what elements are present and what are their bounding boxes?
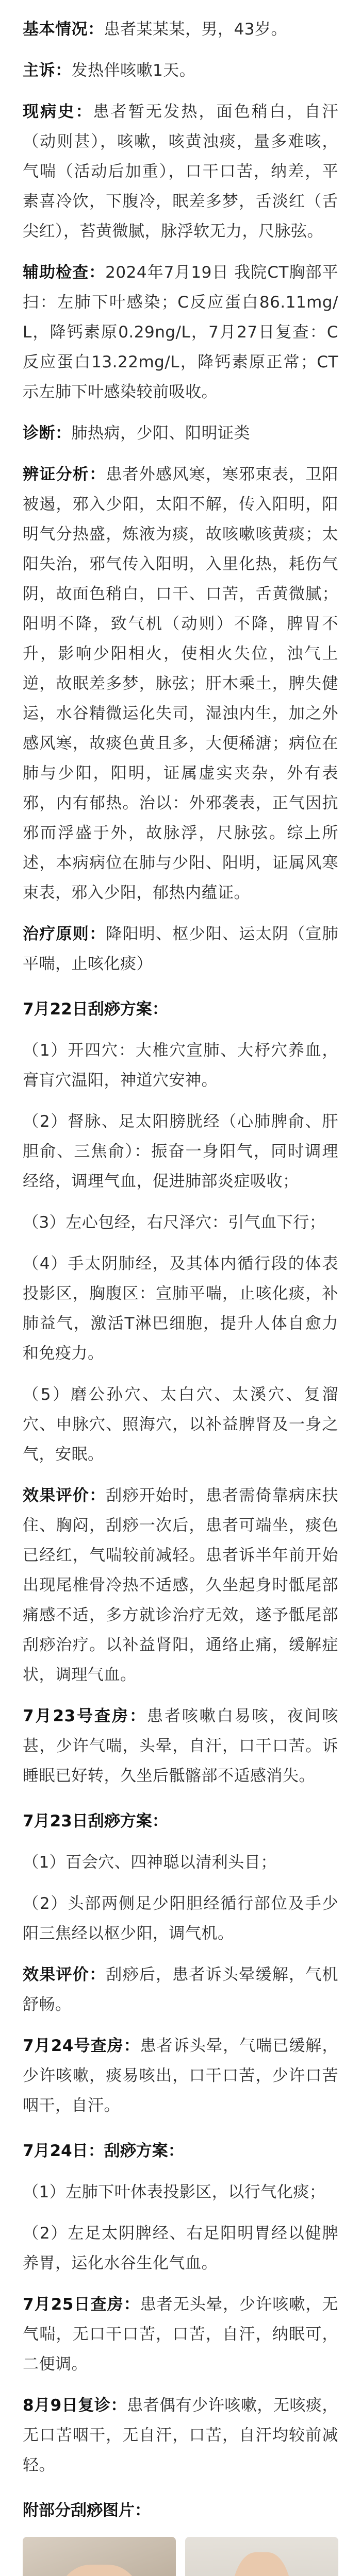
chief-complaint	[23, 56, 338, 86]
plan-723-item-1: （1）百会穴、四神聪以清利头目；	[23, 1853, 277, 1872]
chief-complaint-label: 主诉：	[23, 61, 72, 80]
review-724	[23, 2031, 338, 2121]
effect-text: 刮痧开始时，患者需倚靠病床扶住、胸闷，刮痧一次后，患者可端坐，痰色已经红，气喘较前减轻。患者诉半年前开始出现尾椎骨冷热不适感，久坐起身时骶尾部痛感不适，多方就诊治疗无效，遂予骶尾部刮痧治疗。以补益肾阳，通络止痛，缓解症状，调理气血。	[23, 1486, 338, 1684]
plan-724-item-2: （2）左足太阴脾经、右足阳明胃经以健脾养胃，运化水谷生化气血。	[23, 2224, 338, 2273]
present-history-label: 现病史：	[23, 103, 93, 121]
basic-info-text: 患者某某某，男，43岁。	[104, 20, 287, 39]
treatment-principle-label: 治疗原则：	[23, 925, 106, 943]
review-725	[23, 2290, 338, 2379]
visit-809-text: 患者偶有少许咳嗽，无咳痰，无口苦咽干，无自汗，口苦，自汗均较前减轻。	[23, 2396, 339, 2475]
review-725-text: 患者无头晕，少许咳嗽，无气喘，无口干口苦，口苦，自汗，纳眠可，二便调。	[23, 2295, 339, 2374]
plan-723-heading: 7月23日刮痧方案：	[23, 1812, 168, 1831]
plan-723-item-2: （2）头部两侧足少阳胆经循行部位及手少阳三焦经以枢少阳，调气机。	[23, 1894, 338, 1943]
auxiliary-exam-label: 辅助检查：	[23, 263, 106, 282]
plan-722-item-1: （1）开四穴：大椎穴宣肺、大杼穴养血，膏肓穴温阳，神道穴安神。	[23, 1041, 338, 1090]
syndrome-analysis-label: 辨证分析：	[23, 465, 106, 484]
basic-info	[23, 14, 338, 44]
review-723-text: 患者咳嗽白易咳，夜间咳甚，少许气喘，头晕，自汗，口干口苦。诉睡眠已好转，久坐后骶髂部不适感消失。	[23, 1707, 338, 1785]
plan-722-heading: 7月22日刮痧方案：	[23, 1000, 168, 1019]
plan-722-effect	[23, 1481, 338, 1690]
review-724-label: 7月24号查房：	[23, 2037, 140, 2055]
treatment-principle	[23, 919, 338, 979]
chief-complaint-text: 发热伴咳嗽1天。	[71, 61, 196, 80]
plan-722-item-4: （4）手太阴肺经，及其体内循行段的体表投影区，胸腹区：宣肺平喘，止咳化痰，补肺益气，激活T淋巴细胞，提升人体自愈力和免疫力。	[23, 1255, 338, 1363]
auxiliary-exam	[23, 258, 338, 407]
review-723	[23, 1701, 338, 1791]
effect-text: 刮痧后，患者诉头晕缓解，气机舒畅。	[23, 1965, 338, 2014]
basic-info-label: 基本情况：	[23, 20, 104, 39]
syndrome-analysis	[23, 460, 338, 908]
present-history-text: 患者暂无发热，面色稍白，自汗（动则甚），咳嗽，咳黄浊痰，量多难咳，气喘（活动后加重），口干口苦，纳差，平素喜冷饮，下腹冷，眠差多梦，舌淡红（舌尖红），苔黄微腻，脉浮软无力，尺脉弦。	[23, 103, 339, 241]
plan-724-heading: 7月24日：刮痧方案：	[23, 2142, 184, 2160]
plan-723-effect	[23, 1960, 338, 2020]
auxiliary-exam-text: 2024年7月19日 我院CT胸部平扫：左肺下叶感染；C反应蛋白86.11mg/L，降钙素原0.29ng/L，7月27日复查：C反应蛋白13.22mg/L，降钙素原正常；CT示左肺下叶感染较前吸收。	[23, 263, 339, 401]
plan-724-item-1: （1）左肺下叶体表投影区，以行气化痰；	[23, 2183, 326, 2201]
review-723-label: 7月23号查房：	[23, 1707, 147, 1725]
diagnosis-text: 肺热病，少阳、阳明证类	[71, 424, 250, 443]
scraping-photos	[23, 2537, 338, 2576]
scraping-photo	[23, 2537, 176, 2576]
visit-809	[23, 2391, 338, 2480]
present-history	[23, 97, 338, 246]
photos-heading: 附部分刮痧图片：	[23, 2501, 151, 2520]
visit-809-label: 8月9日复诊：	[23, 2396, 127, 2415]
diagnosis	[23, 418, 338, 448]
syndrome-analysis-text: 患者外感风寒，寒邪束表，卫阳被遏，邪入少阳，太阳不解，传入阳明，阳明气分热盛，炼液为痰，故咳嗽咳黄痰；太阳失治，邪气传入阳明，入里化热，耗伤气阴，故面色稍白，口干、口苦，舌黄微腻；阳明不降，致气机（动则）不降，脾胃不升，影响少阳相火，使相火失位，浊气上逆，故眠差多梦，脉弦；肝木乘土，脾失健运，水谷精微运化失司，湿浊内生，加之外感风寒，故痰色黄且多，大便稀溏；病位在肺与少阳，阳明，证属虚实夹杂，外有表邪，内有郁热。治以：外邪袭表，正气因抗邪而浮盛于外，故脉浮，尺脉弦。综上所述，本病病位在肺与少阳、阳明，证属风寒束表，邪入少阳，郁热内蕴证。	[23, 465, 338, 902]
effect-label: 效果评价：	[23, 1486, 106, 1505]
treatment-principle-text: 降阳明、枢少阳、运太阴（宣肺平喘，止咳化痰）	[23, 925, 338, 973]
review-725-label: 7月25日查房：	[23, 2295, 140, 2314]
plan-722-item-5: （5）磨公孙穴、太白穴、太溪穴、复溜穴、申脉穴、照海穴，以补益脾肾及一身之气，安眠。	[23, 1385, 338, 1464]
diagnosis-label: 诊断：	[23, 424, 72, 443]
plan-722-item-3: （3）左心包经，右尺泽穴：引气血下行；	[23, 1213, 326, 1232]
scraping-photo	[185, 2537, 338, 2576]
review-724-text: 患者诉头晕，气喘已缓解，少许咳嗽，痰易咳出，口干口苦，少许口苦咽干，自汗。	[23, 2037, 339, 2115]
effect-label: 效果评价：	[23, 1965, 106, 1984]
plan-722-item-2: （2）督脉、足太阳膀胱经（心肺脾俞、肝胆俞、三焦俞）：振奋一身阳气，同时调理经络，调理气血，促进肺部炎症吸收；	[23, 1112, 338, 1191]
